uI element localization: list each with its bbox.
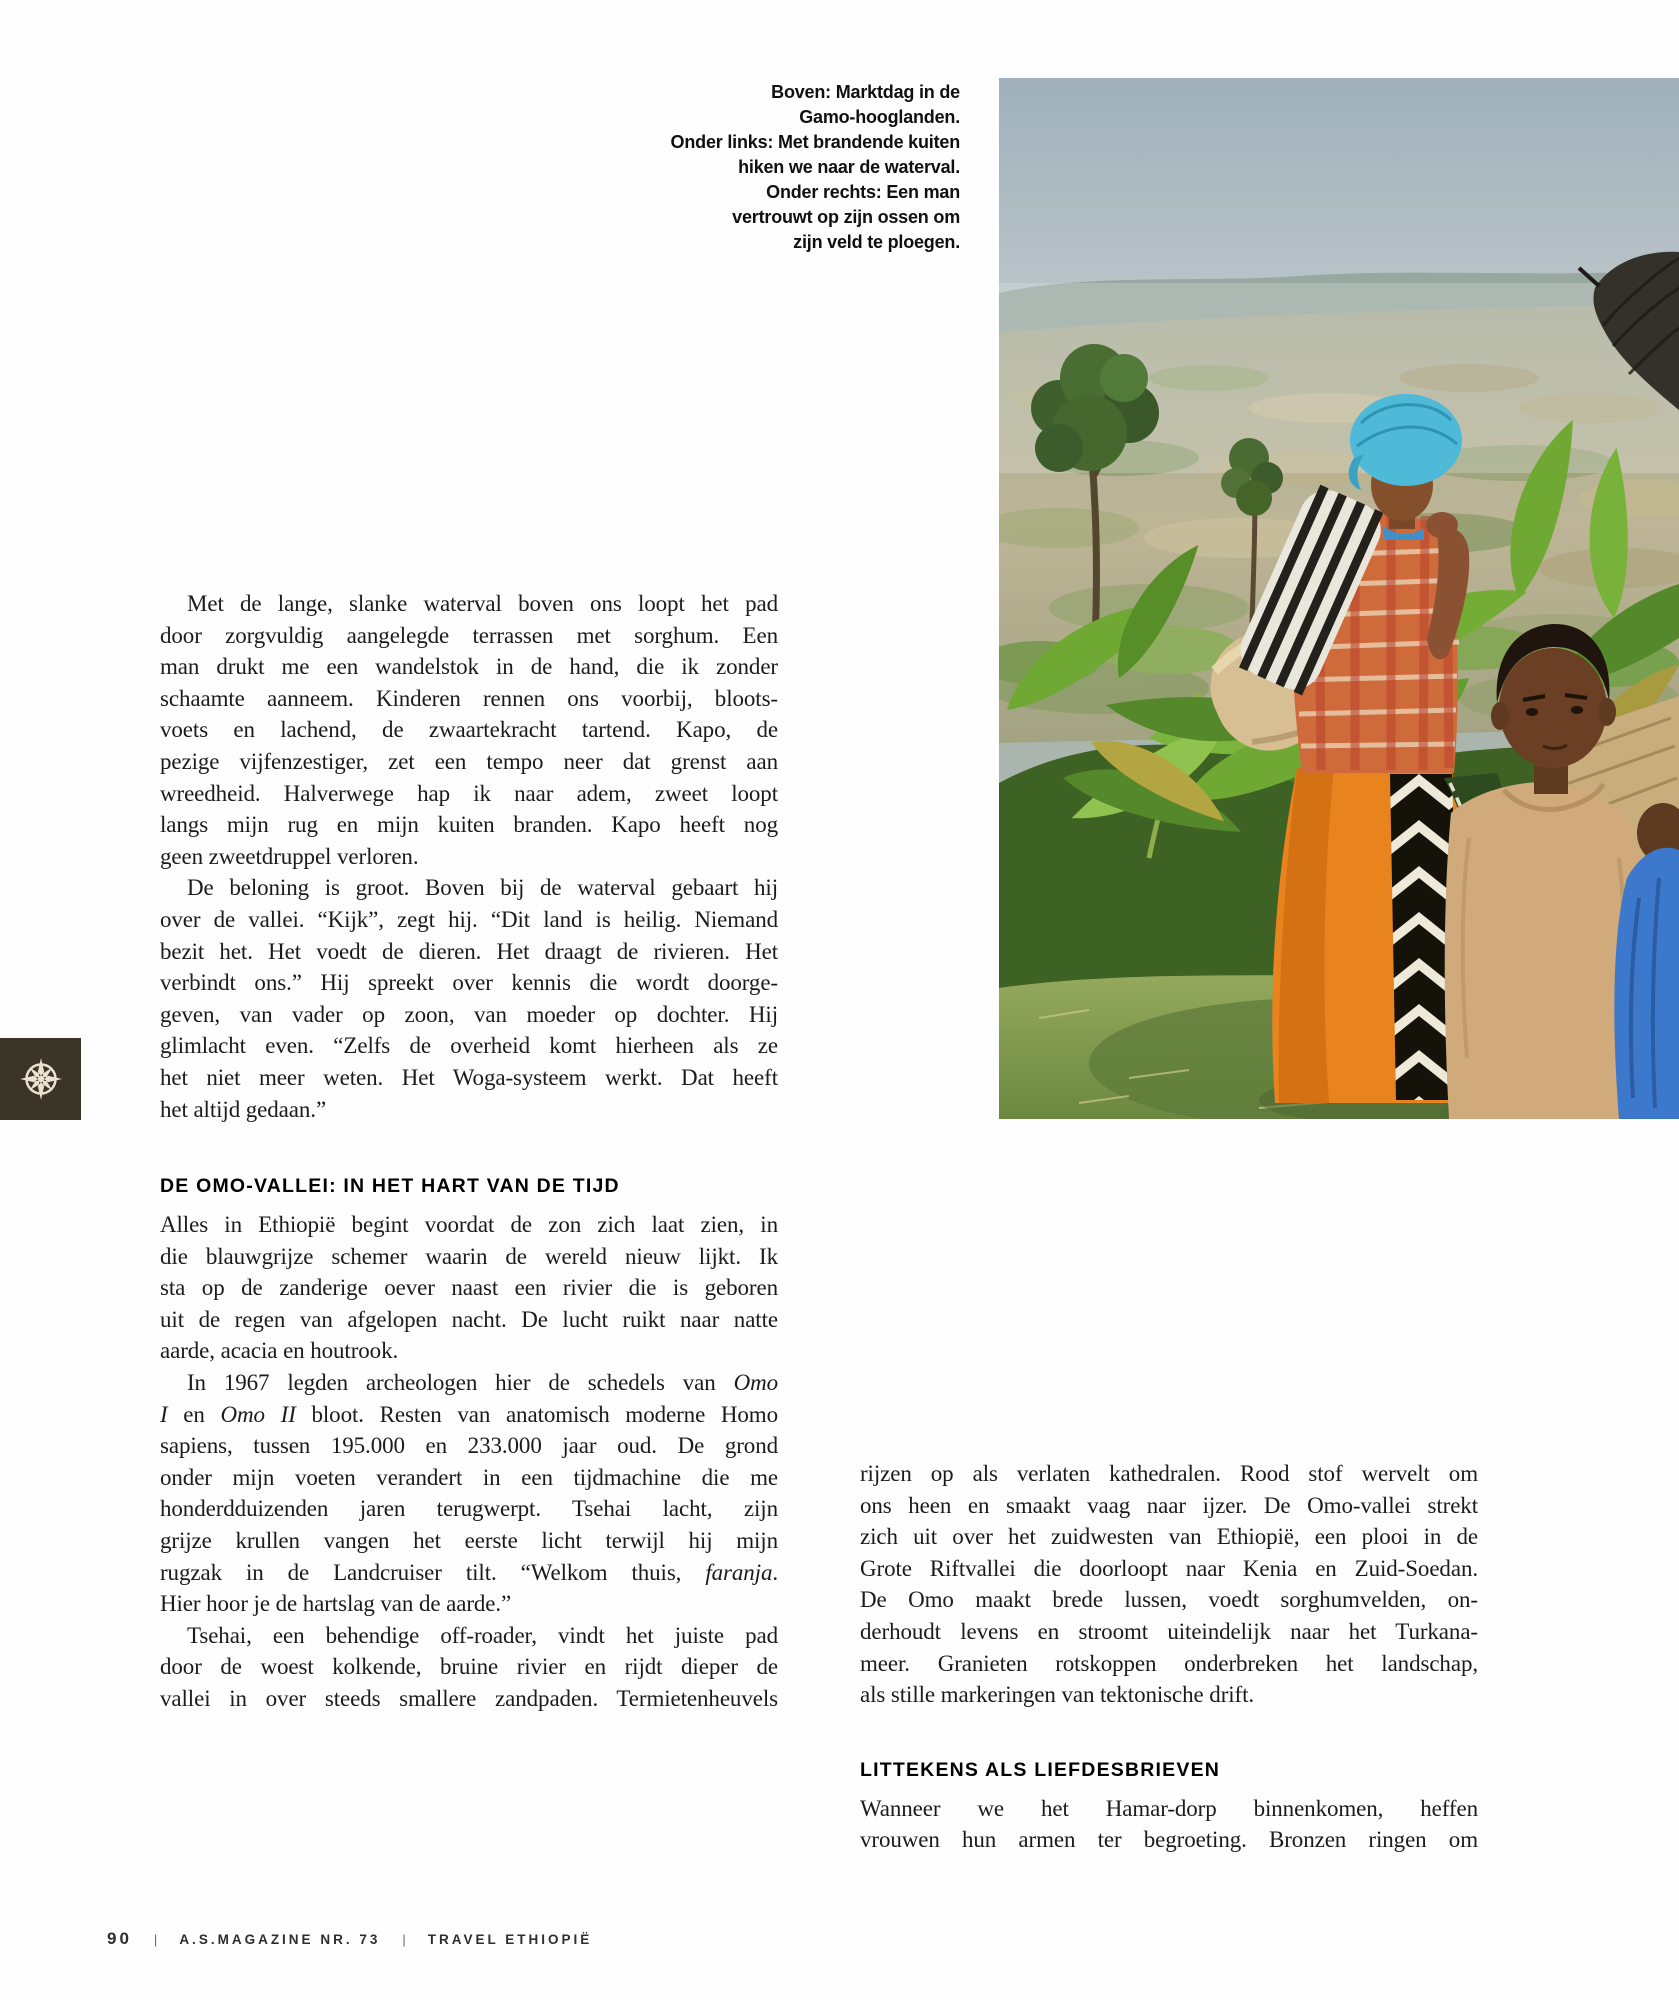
section-heading-omo-vallei: DE OMO-VALLEI: IN HET HART VAN DE TIJD — [160, 1175, 620, 1198]
text-line: hiken we naar de waterval. — [738, 157, 960, 177]
paragraph — [160, 1209, 778, 1367]
text-line: sapiens, tussen 195.000 en 233.000 jaar oud. De grond — [160, 1433, 778, 1459]
left-text-column — [160, 588, 778, 1715]
text-line: wreedheid. Halverwege hap ik naar adem, zweet loopt — [160, 780, 778, 806]
compass-rose-icon — [19, 1057, 63, 1101]
text-line: geven, van vader op zoon, van moeder op dochter. Hij — [160, 1001, 778, 1027]
text-line: pezige vijfenzestiger, zet een tempo neer dat grenst aan — [160, 748, 778, 774]
text-line: bezit het. Het voedt de dieren. Het draagt de rivieren. Het — [160, 938, 778, 964]
photo-gamo-highlands — [999, 78, 1679, 1119]
text-line: De beloning is groot. Boven bij de waterval gebaart hij — [187, 875, 778, 901]
woman-hand — [1426, 512, 1458, 538]
text-line: het altijd gedaan.” — [160, 1096, 327, 1122]
text-line: uit de regen van afgelopen nacht. De lucht ruikt naar natte — [160, 1306, 778, 1332]
text-line: verbindt ons.” Hij spreekt over kennis die wordt doorge- — [160, 970, 778, 996]
text-line: Tsehai, een behendige off-roader, vindt het juiste pad — [187, 1622, 778, 1648]
text-line: Gamo-hooglanden. — [799, 107, 960, 127]
text-line: Onder rechts: Een man — [766, 182, 960, 202]
text-line: Boven: Marktdag in de — [771, 82, 960, 102]
text-line: glimlacht even. “Zelfs de overheid komt hierheen als ze — [160, 1033, 778, 1059]
text-line: rijzen op als verlaten kathedralen. Rood stof wervelt om — [860, 1461, 1478, 1486]
text-line: aarde, acacia en houtrook. — [160, 1338, 399, 1364]
boy-neck — [1534, 766, 1568, 794]
page-number: 90 — [107, 1929, 132, 1948]
text-line: geen zweetdruppel verloren. — [160, 843, 419, 869]
paragraph — [160, 588, 778, 872]
text-line: ons heen en smaakt vaag naar ijzer. De Omo-vallei strekt — [860, 1492, 1478, 1518]
section-name: TRAVEL ETHIOPIË — [427, 1932, 593, 1947]
section-heading-littekens: LITTEKENS ALS LIEFDESBRIEVEN — [860, 1758, 1221, 1781]
text-line: voets en lachend, de zwaartekracht tartend. Kapo, de — [160, 717, 778, 743]
text-line: rugzak in de Landcruiser tilt. “Welkom thuis, faranja. — [160, 1559, 778, 1585]
paragraph — [860, 1458, 1478, 1711]
text-line: De Omo maakt brede lussen, voedt sorghumvelden, on- — [860, 1587, 1478, 1613]
text-line: als stille markeringen van tektonische drift. — [860, 1682, 1255, 1708]
paragraph — [160, 1367, 778, 1620]
photo-illustration — [999, 78, 1679, 1119]
text-line: het niet meer weten. Het Woga-systeem werkt. Dat heeft — [160, 1064, 778, 1090]
text-line: door zorgvuldig aangelegde terrassen met sorghum. Een — [160, 622, 778, 648]
paragraph — [160, 872, 778, 1125]
magazine-name: A.S.MAGAZINE NR. 73 — [179, 1932, 381, 1947]
text-line: Grote Riftvallei die doorloopt naar Kenia en Zuid-Soedan. — [860, 1555, 1478, 1581]
text-line: die blauwgrijze schemer waarin de wereld nieuw lijkt. Ik — [160, 1243, 778, 1269]
text-line: vertrouwt op zijn ossen om — [732, 207, 960, 227]
text-line: honderdduizenden jaren terugwerpt. Tsehai lacht, zijn — [160, 1496, 778, 1522]
footer-separator: | — [153, 1932, 158, 1947]
text-line: I en Omo II bloot. Resten van anatomisch moderne Homo — [160, 1401, 778, 1427]
text-line: over de vallei. “Kijk”, zegt hij. “Dit land is heilig. Niemand — [160, 906, 778, 932]
text-line: Onder links: Met brandende kuiten — [670, 132, 960, 152]
text-line: door de woest kolkende, bruine rivier en rijdt dieper de — [160, 1654, 778, 1680]
page-footer — [107, 1929, 592, 1949]
text-line: vrouwen hun armen ter begroeting. Bronzen ringen om — [860, 1827, 1478, 1853]
text-line: onder mijn voeten verandert in een tijdmachine die me — [160, 1464, 778, 1490]
text-line: zich uit over het zuidwesten van Ethiopië, een plooi in de — [860, 1524, 1478, 1550]
text-line: Alles in Ethiopië begint voordat de zon zich laat zien, in — [160, 1212, 778, 1238]
text-line: zijn veld te ploegen. — [793, 232, 960, 252]
text-line: sta op de zanderige oever naast een rivier die is geboren — [160, 1275, 778, 1301]
text-line: man drukt me een wandelstok in de hand, die ik zonder — [160, 654, 778, 680]
text-line: langs mijn rug en mijn kuiten branden. Kapo heeft nog — [160, 812, 778, 838]
text-line: schaamte aanneem. Kinderen rennen ons voorbij, bloots- — [160, 685, 778, 711]
text-line: meer. Granieten rotskoppen onderbreken het landschap, — [860, 1650, 1478, 1676]
text-line: vallei in over steeds smallere zandpaden. Termietenheuvels — [160, 1686, 778, 1711]
text-line: Wanneer we het Hamar-dorp binnenkomen, heffen — [860, 1795, 1478, 1821]
text-line: grijze krullen vangen het eerste licht terwijl hij mijn — [160, 1528, 778, 1554]
text-line: Hier hoor je de hartslag van de aarde.” — [160, 1591, 512, 1617]
right-text-column — [860, 1458, 1478, 1856]
text-line: derhoudt levens en stroomt uiteindelijk naar het Turkana- — [860, 1618, 1478, 1644]
paragraph — [160, 1620, 778, 1715]
paragraph — [860, 1793, 1478, 1856]
compass-badge — [0, 1038, 81, 1120]
photo-caption-block — [540, 80, 960, 255]
text-line: In 1967 legden archeologen hier de schedels van Omo — [187, 1370, 778, 1396]
text-line: Met de lange, slanke waterval boven ons loopt het pad — [187, 591, 778, 616]
footer-separator: | — [402, 1932, 406, 1947]
